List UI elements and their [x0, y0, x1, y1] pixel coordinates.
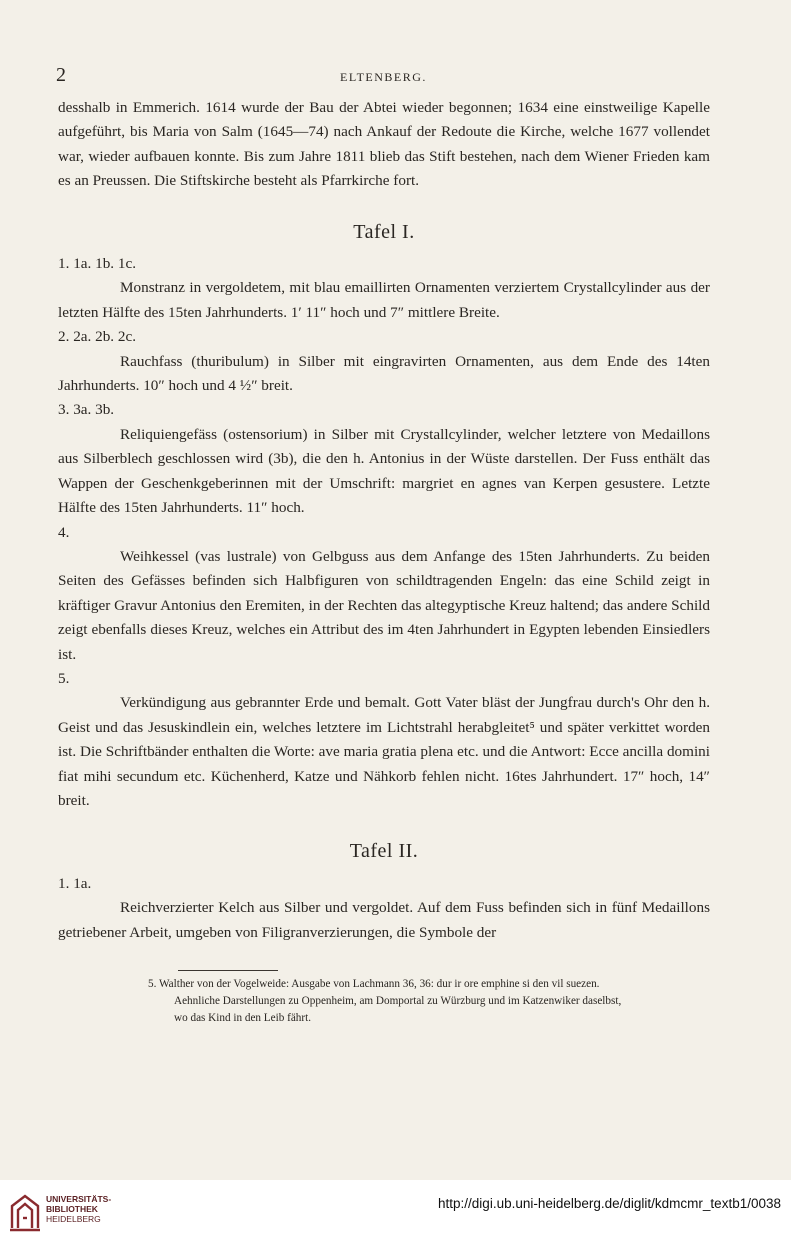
- permalink-url[interactable]: http://digi.ub.uni-heidelberg.de/diglit/kdmcmr_textb1/0038: [438, 1196, 781, 1211]
- university-seal-icon: [8, 1192, 42, 1232]
- item-number: 1. 1a.: [58, 874, 92, 892]
- viewer-footer: [0, 1180, 791, 1244]
- footnote: [148, 976, 714, 1027]
- main-text: [58, 96, 710, 945]
- intro-paragraph: desshalb in Emmerich. 1614 wurde der Bau der Abtei wieder begonnen; 1634 eine einstweilige Kapelle aufgeführt, bis Maria von Salm (1645—74) nach Ankauf der Redoute die Kirche, welche 1677 vollendet war, wieder aufbauen konnte. Bis zum Jahre 1811 blieb das Stift bestehen, nach dem Wiener Frieden kam es an Preussen. Die Stiftskirche besteht als Pfarrkirche fort.: [58, 99, 710, 190]
- plate-heading-2: Tafel II.: [349, 840, 419, 863]
- footnote-divider: [178, 970, 278, 971]
- footnote-line: wo das Kind in den Leib fährt.: [174, 1012, 312, 1024]
- item-description: Monstranz in vergoldetem, mit blau emaillirten Ornamenten verziertem Crystallcylinder aus der letzten Hälfte des 15ten Jahrhunderts. 1′ 11″ hoch und 7″ mittlere Breite.: [58, 279, 710, 321]
- running-head: ELTENBERG.: [340, 70, 427, 84]
- plate-heading-1: Tafel I.: [353, 220, 415, 243]
- item-description: Reliquiengefäss (ostensorium) in Silber mit Crystallcylinder, welcher letztere von Medaillons aus Silberblech geschlossen wird (3b), die den h. Antonius in der Wüste darstellen. Der Fuss enthält das Wappen der Geschenkgeberinnen mit der Umschrift: margriet en agnes van Kerpen gesustere. Letzte Hälfte des 15ten Jahrhunderts. 11″ hoch.: [58, 425, 710, 517]
- item-description: Verkündigung aus gebrannter Erde und bemalt. Gott Vater bläst der Jungfrau durch's Ohr den h. Geist und das Jesuskindlein ein, welches letztere im Lichtstrahl herabgleitet⁵ und später verkittet worden ist. Die Schriftbänder enthalten die Worte: ave maria gratia plena etc. und die Antwort: Ecce ancilla domini fiat mihi secundum etc. Küchenherd, Katze und Nähkorb fehlen nicht. 16tes Jahrhundert. 17″ hoch, 14″ breit.: [58, 694, 710, 809]
- item-description: Weihkessel (vas lustrale) von Gelbguss aus dem Anfange des 15ten Jahrhunderts. Zu beiden Seiten des Gefässes befinden sich Halbfiguren von schildtragenden Engeln: das eine Schild zeigt in kräftiger Gravur Antonius den Eremiten, in der Rechten das altegyptische Kreuz haltend; das andere Schild zeigt ebenfalls dieses Kreuz, welches ein Attribut des im 4ten Jahrhundert in Egypten lebenden Einsiedlers ist.: [58, 547, 710, 663]
- footnote-line: 5. Walther von der Vogelweide: Ausgabe von Lachmann 36, 36: dur ir ore emphine si den vil suezen.: [148, 978, 600, 990]
- item-number: 4.: [58, 523, 70, 541]
- page-number: 2: [56, 64, 66, 86]
- item-description: Reichverzierter Kelch aus Silber und vergoldet. Auf dem Fuss befinden sich in fünf Medaillons getriebener Arbeit, umgeben von Filigranverzierungen, die Symbole der: [58, 899, 710, 941]
- footnote-line: Aehnliche Darstellungen zu Oppenheim, am Domportal zu Würzburg und im Katzenwiker daselbst,: [174, 995, 622, 1007]
- page-header: [56, 64, 711, 88]
- item-number: 3. 3a. 3b.: [58, 401, 115, 419]
- item-description: Rauchfass (thuribulum) in Silber mit eingravirten Ornamenten, aus dem Ende des 14ten Jahrhunderts. 10″ hoch und 4 ½″ breit.: [58, 352, 710, 395]
- item-number: 1. 1a. 1b. 1c.: [58, 255, 137, 273]
- item-number: 5.: [58, 669, 70, 687]
- library-logo-text: UNIVERSITÄTS- BIBLIOTHEK HEIDELBERG: [46, 1194, 112, 1224]
- item-number: 2. 2a. 2b. 2c.: [58, 328, 137, 346]
